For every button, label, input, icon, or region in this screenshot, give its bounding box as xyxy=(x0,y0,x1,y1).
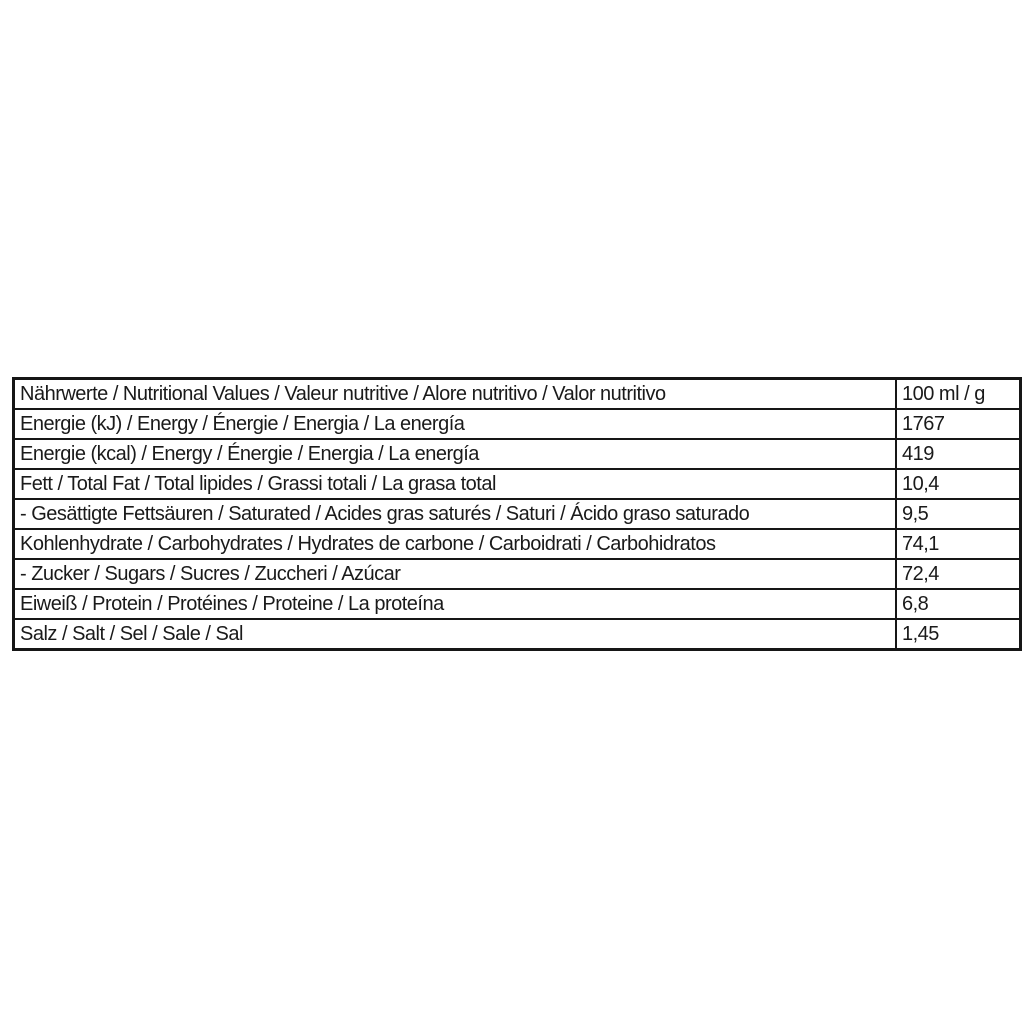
table-row xyxy=(14,529,1021,559)
row-value: 74,1 xyxy=(896,529,1021,559)
row-label: Salz / Salt / Sel / Sale / Sal xyxy=(14,619,897,650)
row-value: 100 ml / g xyxy=(896,379,1021,410)
row-value: 1,45 xyxy=(896,619,1021,650)
row-value: 72,4 xyxy=(896,559,1021,589)
row-label: - Gesättigte Fettsäuren / Saturated / Acides gras saturés / Saturi / Ácido graso saturado xyxy=(14,499,897,529)
row-value: 9,5 xyxy=(896,499,1021,529)
table-row xyxy=(14,409,1021,439)
row-label: Nährwerte / Nutritional Values / Valeur nutritive / Alore nutritivo / Valor nutritivo xyxy=(14,379,897,410)
table-row xyxy=(14,589,1021,619)
row-value: 6,8 xyxy=(896,589,1021,619)
row-label: Energie (kcal) / Energy / Énergie / Energia / La energía xyxy=(14,439,897,469)
table-row xyxy=(14,499,1021,529)
row-value: 10,4 xyxy=(896,469,1021,499)
row-label: Eiweiß / Protein / Protéines / Proteine / La proteína xyxy=(14,589,897,619)
row-label: Energie (kJ) / Energy / Énergie / Energia / La energía xyxy=(14,409,897,439)
table-row xyxy=(14,619,1021,650)
row-label: - Zucker / Sugars / Sucres / Zuccheri / Azúcar xyxy=(14,559,897,589)
row-value: 419 xyxy=(896,439,1021,469)
row-label: Kohlenhydrate / Carbohydrates / Hydrates de carbone / Carboidrati / Carbohidratos xyxy=(14,529,897,559)
table-header-row xyxy=(14,379,1021,410)
nutrition-table xyxy=(12,377,1022,651)
nutrition-table-body xyxy=(14,379,1021,650)
row-label: Fett / Total Fat / Total lipides / Grassi totali / La grasa total xyxy=(14,469,897,499)
table-row xyxy=(14,559,1021,589)
table-row xyxy=(14,439,1021,469)
table-row xyxy=(14,469,1021,499)
row-value: 1767 xyxy=(896,409,1021,439)
